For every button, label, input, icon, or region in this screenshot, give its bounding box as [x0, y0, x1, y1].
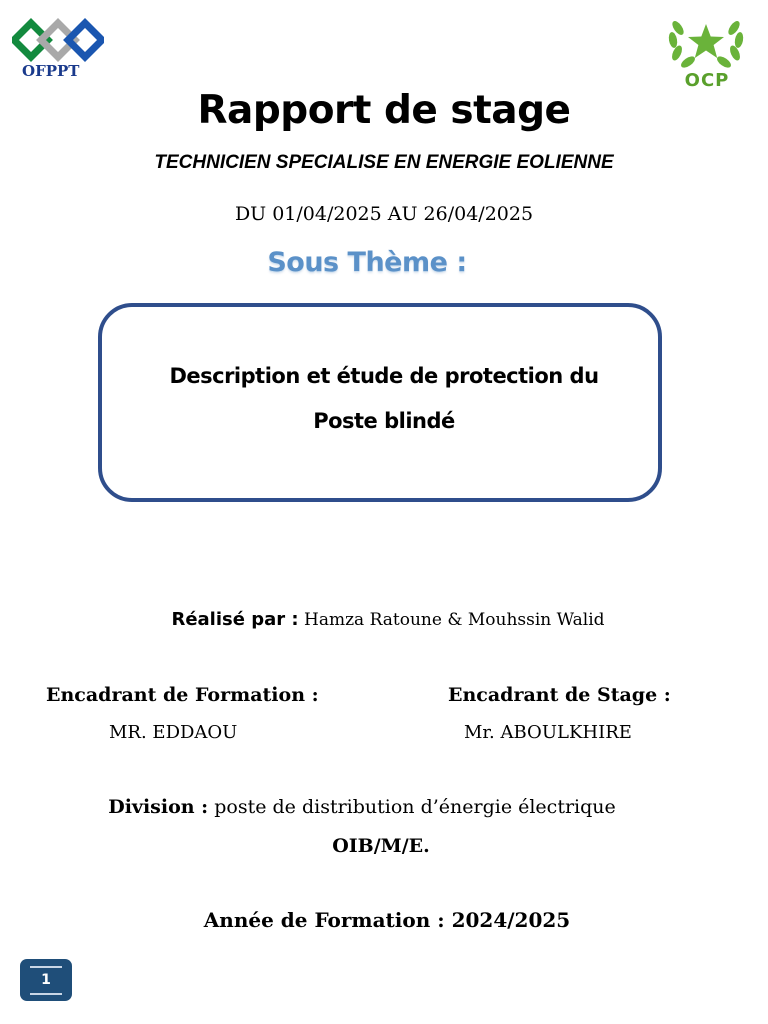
encadrant-formation-label: Encadrant de Formation : [46, 684, 319, 706]
report-subtitle: TECHNICIEN SPECIALISE EN ENERGIE EOLIENNE [154, 152, 614, 173]
theme-box [98, 303, 662, 502]
ofppt-logo [12, 18, 104, 84]
annee-formation: Année de Formation : 2024/2025 [203, 908, 571, 932]
theme-text-line1: Description et étude de protection du [169, 364, 599, 388]
realise-label: Réalisé par : [171, 609, 299, 630]
encadrant-stage-name: Mr. ABOULKHIRE [464, 722, 632, 743]
sous-theme-heading: Sous Thème : [267, 247, 467, 278]
encadrant-stage-label: Encadrant de Stage : [448, 684, 671, 706]
division-label: Division : [108, 796, 209, 818]
badge-top-bar [30, 966, 62, 968]
internship-dates: DU 01/04/2025 AU 26/04/2025 [234, 203, 534, 225]
ocp-laurel-star-icon [664, 10, 748, 72]
page-number-badge [20, 959, 72, 1001]
ocp-logo-text: OCP [684, 70, 730, 91]
division-code: OIB/M/E. [332, 835, 430, 857]
report-title: Rapport de stage [197, 88, 571, 133]
encadrant-formation-name: MR. EDDAOU [109, 722, 238, 743]
division-value: poste de distribution d’énergie électrique [214, 796, 616, 818]
realise-par [0, 609, 768, 630]
page-number: 1 [41, 972, 51, 988]
ofppt-logo-text: OFPPT [22, 62, 80, 80]
division [0, 796, 724, 818]
theme-text-line2: Poste blindé [313, 409, 455, 433]
badge-bottom-bar [30, 993, 62, 995]
realise-value: Hamza Ratoune & Mouhssin Walid [304, 610, 605, 630]
ocp-logo [664, 10, 748, 94]
